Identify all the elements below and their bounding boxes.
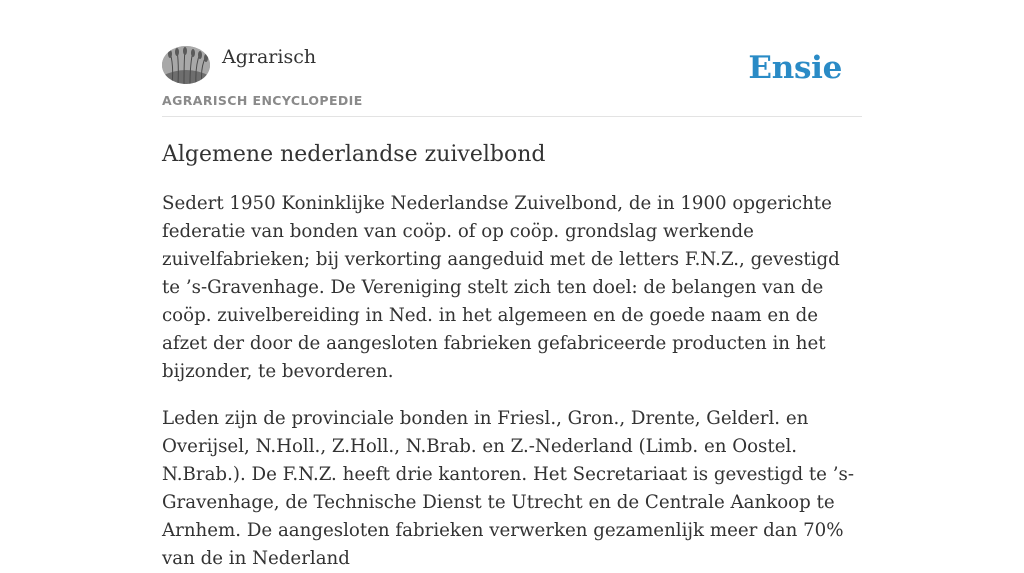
article-paragraph: Leden zijn de provinciale bonden in Friesl., Gron., Drente, Gelderl. en Overijsel, N.Holl., Z.Holl., N.Brab. en Z.-Nederland (Limb. en Oostel. N.Brab.). De F.N.Z. heeft drie kantoren. Het Secretariaat is gevestigd te ’s-Gravenhage, de Technische Dienst te Utrecht en de Centrale Aankoop te Arnhem. De aangesloten fabrieken verwerken gezamenlijk meer dan 70% van de in Nederland <box>162 408 854 569</box>
wheat-field-icon[interactable] <box>162 46 210 84</box>
brand-logo[interactable]: Ensie <box>748 50 842 86</box>
source-header <box>162 0 862 117</box>
source-name[interactable]: Agrarisch <box>222 46 317 68</box>
article-paragraph: Sedert 1950 Koninklijke Nederlandse Zuivelbond, de in 1900 opgerichte federatie van bonden van coöp. of op coöp. grondslag werkende zuivelfabrieken; bij verkorting aangeduid met de letters F.N.Z., gevestigd te ’s-Gravenhage. De Vereniging stelt zich ten doel: de belangen van de coöp. zuivelbereiding in Ned. in het algemeen en de goede naam en de afzet der door de aangesloten fabrieken gefabriceerde producten in het bijzonder, te bevorderen. <box>162 193 840 382</box>
source-subtitle: AGRARISCH ENCYCLOPEDIE <box>162 93 363 108</box>
article-title: Algemene nederlandse zuivelbond <box>162 142 546 167</box>
page <box>162 0 862 573</box>
